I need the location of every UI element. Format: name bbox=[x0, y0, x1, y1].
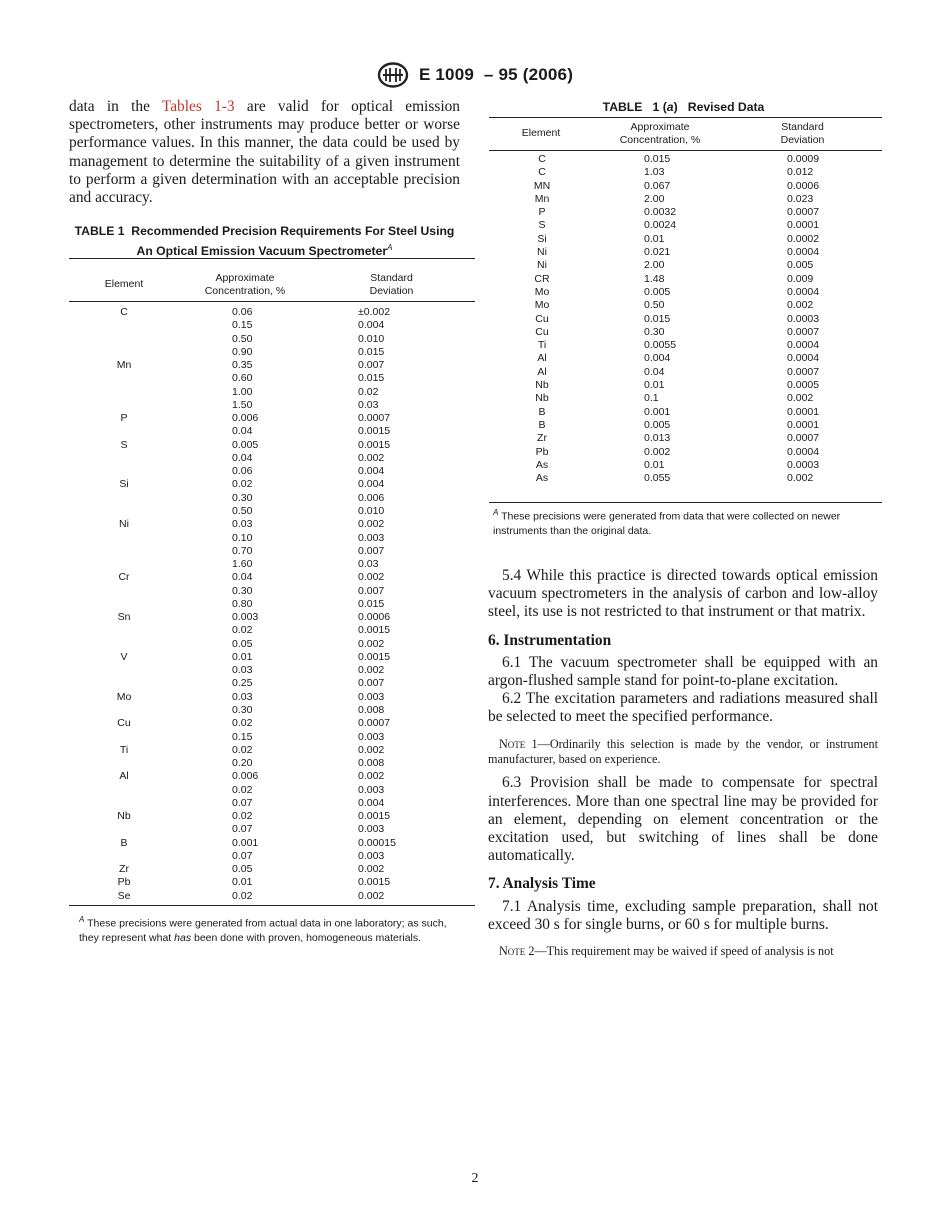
table1-bottom-rule bbox=[69, 905, 475, 906]
concentration-cell: 0.07 bbox=[232, 796, 253, 809]
concentration-cell: 0.50 bbox=[232, 332, 253, 345]
std-dev-cell: 0.007 bbox=[358, 359, 385, 372]
element-cell: Pb bbox=[117, 876, 131, 889]
std-dev-cell: 0.0006 bbox=[787, 179, 820, 192]
std-dev-cell: 0.010 bbox=[358, 504, 385, 517]
concentration-cell: 0.015 bbox=[644, 153, 671, 165]
concentration-cell: 0.10 bbox=[232, 531, 253, 544]
table-row bbox=[69, 651, 475, 664]
note-1: Note 1—Ordinarily this selection is made by the vendor, or instrument manufacturer, based on experience. bbox=[488, 736, 878, 767]
element-cell: Al bbox=[537, 365, 547, 378]
std-dev-cell: 0.002 bbox=[358, 518, 385, 531]
table-row bbox=[489, 459, 882, 472]
std-dev-cell: 0.0004 bbox=[787, 445, 820, 458]
concentration-cell: 0.1 bbox=[644, 392, 659, 405]
std-dev-cell: 0.0007 bbox=[787, 365, 820, 378]
concentration-cell: 0.006 bbox=[232, 412, 259, 425]
table-row bbox=[489, 379, 882, 392]
table-row bbox=[489, 432, 882, 445]
tables-link[interactable]: Tables 1-3 bbox=[161, 98, 235, 115]
std-dev-cell: 0.003 bbox=[358, 690, 385, 703]
concentration-cell: 0.01 bbox=[644, 379, 665, 392]
note-2: Note 2—This requirement may be waived if speed of analysis is not bbox=[499, 944, 834, 959]
table-row bbox=[489, 180, 882, 193]
table1-footnote: $^A$ These precisions were generated from actual data in one laboratory; as such, they represent what has been done with proven, homogeneous materials. bbox=[79, 915, 447, 944]
concentration-cell: 0.30 bbox=[232, 703, 253, 716]
std-dev-cell: 0.007 bbox=[358, 544, 385, 557]
paragraph-6-3: 6.3 Provision shall be made to compensate for spectral interferences. More than one spectral line may be provided for an element, depending on element concentration or the excitation used, but switching of lines shall be done automatically. bbox=[488, 774, 878, 865]
std-dev-cell: 0.0004 bbox=[787, 246, 820, 259]
std-dev-cell: 0.0007 bbox=[787, 206, 820, 219]
concentration-cell: 0.80 bbox=[232, 597, 253, 610]
concentration-cell: 0.70 bbox=[232, 544, 253, 557]
element-cell: Ni bbox=[537, 259, 547, 272]
std-dev-cell: 0.002 bbox=[358, 770, 385, 783]
astm-logo-icon bbox=[377, 62, 409, 88]
table-row bbox=[69, 890, 475, 903]
std-dev-cell: 0.0015 bbox=[358, 650, 391, 663]
concentration-cell: 0.60 bbox=[232, 372, 253, 385]
std-dev-cell: 0.0007 bbox=[787, 432, 820, 445]
element-cell: P bbox=[538, 206, 546, 219]
std-dev-cell: 0.007 bbox=[358, 677, 385, 690]
element-cell: B bbox=[120, 836, 128, 849]
paragraph-7-1: 7.1 Analysis time, excluding sample preparation, shall not exceed 30 s for single burns, or 60 s for multiple burns. bbox=[488, 897, 878, 933]
element-cell: S bbox=[538, 219, 546, 232]
table-row bbox=[69, 319, 475, 332]
concentration-cell: 1.03 bbox=[644, 166, 665, 179]
intro-section bbox=[69, 98, 460, 207]
concentration-cell: 0.02 bbox=[232, 478, 253, 491]
std-dev-cell: 0.004 bbox=[358, 478, 385, 491]
std-dev-cell: 0.0003 bbox=[787, 312, 820, 325]
section-6-heading: 6. Instrumentation bbox=[488, 631, 612, 649]
concentration-cell: 0.04 bbox=[644, 365, 665, 378]
concentration-cell: 0.02 bbox=[232, 810, 253, 823]
table-row bbox=[69, 611, 475, 624]
table-row bbox=[489, 246, 882, 259]
std-dev-cell: 0.005 bbox=[787, 259, 814, 272]
concentration-cell: 0.002 bbox=[644, 445, 671, 458]
table-row bbox=[489, 286, 882, 299]
std-dev-cell: 0.002 bbox=[358, 889, 385, 902]
std-dev-cell: 0.015 bbox=[358, 372, 385, 385]
std-dev-cell: 0.003 bbox=[358, 730, 385, 743]
table-row bbox=[69, 744, 475, 757]
std-dev-cell: 0.0015 bbox=[358, 425, 391, 438]
std-dev-cell: 0.0006 bbox=[358, 611, 391, 624]
table-row bbox=[69, 638, 475, 651]
concentration-cell: 0.90 bbox=[232, 345, 253, 358]
table1a-header-concentration: Approximate Concentration, % bbox=[619, 121, 701, 146]
element-cell: C bbox=[120, 306, 128, 318]
table-row bbox=[489, 392, 882, 405]
table-row bbox=[69, 399, 475, 412]
concentration-cell: 0.005 bbox=[644, 418, 671, 431]
std-dev-cell: 0.002 bbox=[358, 863, 385, 876]
table-row bbox=[69, 876, 475, 889]
std-dev-cell: 0.003 bbox=[358, 849, 385, 862]
std-dev-cell: 0.0003 bbox=[787, 458, 820, 471]
std-dev-cell: 0.008 bbox=[358, 757, 385, 770]
concentration-cell: 0.055 bbox=[644, 472, 671, 485]
element-cell: Mn bbox=[116, 359, 132, 372]
concentration-cell: 0.35 bbox=[232, 359, 253, 372]
table-row bbox=[69, 677, 475, 690]
element-cell: Mo bbox=[534, 299, 550, 312]
table-row bbox=[69, 717, 475, 730]
std-dev-cell: 0.004 bbox=[358, 319, 385, 332]
table-row bbox=[489, 166, 882, 179]
concentration-cell: 0.05 bbox=[232, 637, 253, 650]
table-row bbox=[489, 233, 882, 246]
table-row bbox=[489, 273, 882, 286]
table1a-header-element: Element bbox=[521, 127, 561, 139]
concentration-cell: 1.60 bbox=[232, 558, 253, 571]
std-dev-cell: 0.008 bbox=[358, 703, 385, 716]
concentration-cell: 0.01 bbox=[644, 232, 665, 245]
std-dev-cell: 0.0015 bbox=[358, 810, 391, 823]
std-dev-cell: 0.0001 bbox=[787, 405, 820, 418]
table-row bbox=[69, 624, 475, 637]
element-cell: Nb bbox=[117, 810, 131, 823]
std-dev-cell: 0.03 bbox=[358, 398, 379, 411]
table-row bbox=[69, 492, 475, 505]
concentration-cell: 0.07 bbox=[232, 849, 253, 862]
concentration-cell: 0.02 bbox=[232, 624, 253, 637]
element-cell: Ti bbox=[537, 339, 547, 352]
table-row bbox=[489, 259, 882, 272]
concentration-cell: 0.005 bbox=[644, 285, 671, 298]
document-header bbox=[0, 62, 950, 88]
table-row bbox=[69, 810, 475, 823]
concentration-cell: 0.0055 bbox=[644, 339, 677, 352]
table1a-caption: TABLE 1 (a) Revised Data bbox=[602, 100, 765, 114]
element-cell: MN bbox=[533, 179, 551, 192]
concentration-cell: 2.00 bbox=[644, 192, 665, 205]
table-row bbox=[69, 797, 475, 810]
concentration-cell: 1.00 bbox=[232, 385, 253, 398]
concentration-cell: 0.50 bbox=[232, 504, 253, 517]
table-row bbox=[69, 585, 475, 598]
concentration-cell: 0.50 bbox=[644, 299, 665, 312]
table-row bbox=[69, 837, 475, 850]
table1-header-std-dev: Standard Deviation bbox=[369, 272, 414, 297]
concentration-cell: 0.015 bbox=[644, 312, 671, 325]
element-cell: Sn bbox=[117, 611, 131, 624]
table-row bbox=[489, 313, 882, 326]
std-dev-cell: 0.010 bbox=[358, 332, 385, 345]
std-dev-cell: 0.002 bbox=[358, 451, 385, 464]
element-cell: Pb bbox=[535, 445, 549, 458]
std-dev-cell: 0.002 bbox=[787, 472, 814, 485]
concentration-cell: 1.48 bbox=[644, 272, 665, 285]
std-dev-cell: 0.004 bbox=[358, 465, 385, 478]
table-row bbox=[69, 372, 475, 385]
table1-body bbox=[69, 306, 475, 903]
table-row bbox=[69, 412, 475, 425]
element-cell: Nb bbox=[535, 392, 549, 405]
concentration-cell: 0.001 bbox=[644, 405, 671, 418]
table-row bbox=[69, 863, 475, 876]
element-cell: B bbox=[538, 418, 546, 431]
table-row bbox=[69, 704, 475, 717]
element-cell: Al bbox=[119, 770, 129, 783]
concentration-cell: 0.03 bbox=[232, 518, 253, 531]
std-dev-cell: 0.0009 bbox=[787, 153, 820, 165]
table-row bbox=[69, 558, 475, 571]
element-cell: Cu bbox=[535, 312, 549, 325]
concentration-cell: 0.003 bbox=[232, 611, 259, 624]
std-dev-cell: 0.0007 bbox=[358, 412, 391, 425]
table-row bbox=[69, 452, 475, 465]
concentration-cell: 2.00 bbox=[644, 259, 665, 272]
table-row bbox=[69, 505, 475, 518]
paragraph-5-4: 5.4 While this practice is directed towards optical emission vacuum spectrometers in the analysis of carbon and low-alloy steel, its use is not restricted to that instrument or that matrix. bbox=[488, 567, 878, 621]
concentration-cell: 0.04 bbox=[232, 425, 253, 438]
concentration-cell: 0.0032 bbox=[644, 206, 677, 219]
table-row bbox=[69, 850, 475, 863]
std-dev-cell: 0.002 bbox=[358, 743, 385, 756]
element-cell: Ni bbox=[537, 246, 547, 259]
concentration-cell: 0.06 bbox=[232, 465, 253, 478]
table1-top-rule bbox=[69, 258, 475, 259]
concentration-cell: 0.01 bbox=[644, 458, 665, 471]
table-row bbox=[69, 823, 475, 836]
table-row bbox=[69, 598, 475, 611]
table-row bbox=[69, 532, 475, 545]
table-row bbox=[69, 359, 475, 372]
table1a-bottom-rule bbox=[489, 502, 882, 503]
table-row bbox=[489, 406, 882, 419]
table-row bbox=[489, 193, 882, 206]
concentration-cell: 0.006 bbox=[232, 770, 259, 783]
std-dev-cell: 0.006 bbox=[358, 491, 385, 504]
std-dev-cell: 0.0005 bbox=[787, 379, 820, 392]
element-cell: CR bbox=[534, 272, 550, 285]
table-row bbox=[69, 731, 475, 744]
std-dev-cell: 0.015 bbox=[358, 597, 385, 610]
element-cell: Ti bbox=[119, 743, 129, 756]
table-row bbox=[69, 784, 475, 797]
element-cell: Ni bbox=[119, 518, 129, 531]
std-dev-cell: 0.0002 bbox=[787, 232, 820, 245]
concentration-cell: 0.01 bbox=[232, 650, 253, 663]
table-row bbox=[69, 333, 475, 346]
concentration-cell: 0.05 bbox=[232, 863, 253, 876]
element-cell: C bbox=[538, 166, 546, 179]
std-dev-cell: 0.0001 bbox=[787, 219, 820, 232]
table1a-body bbox=[489, 153, 882, 485]
std-dev-cell: 0.02 bbox=[358, 385, 379, 398]
element-cell: Zr bbox=[119, 863, 129, 876]
std-dev-cell: 0.012 bbox=[787, 166, 814, 179]
std-dev-cell: 0.0004 bbox=[787, 339, 820, 352]
concentration-cell: 0.30 bbox=[644, 325, 665, 338]
element-cell: Cr bbox=[118, 571, 130, 584]
std-dev-cell: 0.015 bbox=[358, 345, 385, 358]
table1-header-element: Element bbox=[104, 278, 144, 290]
element-cell: Si bbox=[537, 232, 547, 245]
paragraph-6-1: 6.1 The vacuum spectrometer shall be equipped with an argon-flushed sample stand for point-to-plane excitation. bbox=[488, 653, 878, 690]
concentration-cell: 0.067 bbox=[644, 179, 671, 192]
element-cell: As bbox=[535, 472, 549, 485]
concentration-cell: 0.07 bbox=[232, 823, 253, 836]
table-row bbox=[489, 366, 882, 379]
element-cell: Cu bbox=[535, 325, 549, 338]
std-dev-cell: 0.002 bbox=[358, 637, 385, 650]
std-dev-cell: 0.002 bbox=[358, 571, 385, 584]
std-dev-cell: 0.0001 bbox=[787, 418, 820, 431]
concentration-cell: 0.02 bbox=[232, 743, 253, 756]
table-row bbox=[489, 299, 882, 312]
concentration-cell: 0.20 bbox=[232, 757, 253, 770]
concentration-cell: 0.01 bbox=[232, 876, 253, 889]
table-row bbox=[489, 352, 882, 365]
table-row bbox=[69, 545, 475, 558]
element-cell: C bbox=[538, 153, 546, 165]
concentration-cell: 0.02 bbox=[232, 889, 253, 902]
section-7-heading: 7. Analysis Time bbox=[488, 875, 596, 893]
concentration-cell: 0.02 bbox=[232, 717, 253, 730]
concentration-cell: 0.15 bbox=[232, 730, 253, 743]
std-dev-cell: 0.004 bbox=[358, 796, 385, 809]
element-cell: Cu bbox=[117, 717, 131, 730]
table-row bbox=[489, 419, 882, 432]
table-row bbox=[69, 757, 475, 770]
std-dev-cell: 0.0004 bbox=[787, 285, 820, 298]
std-dev-cell: 0.03 bbox=[358, 558, 379, 571]
table-row bbox=[489, 472, 882, 485]
concentration-cell: 1.50 bbox=[232, 398, 253, 411]
paragraph-6-2: 6.2 The excitation parameters and radiations measured shall be selected to meet the specified performance. bbox=[488, 690, 878, 726]
std-dev-cell: 0.0015 bbox=[358, 876, 391, 889]
table-row bbox=[69, 518, 475, 531]
table-row bbox=[69, 306, 475, 319]
concentration-cell: 0.004 bbox=[644, 352, 671, 365]
table1a-top-rule bbox=[489, 117, 882, 118]
concentration-cell: 0.30 bbox=[232, 491, 253, 504]
table-row bbox=[69, 386, 475, 399]
table1a-header-std-dev: Standard Deviation bbox=[780, 121, 825, 146]
element-cell: B bbox=[538, 405, 546, 418]
std-dev-cell: 0.003 bbox=[358, 823, 385, 836]
std-dev-cell: 0.0015 bbox=[358, 438, 391, 451]
std-dev-cell: 0.0007 bbox=[787, 325, 820, 338]
concentration-cell: 0.013 bbox=[644, 432, 671, 445]
element-cell: Zr bbox=[537, 432, 547, 445]
page-number: 2 bbox=[471, 1171, 479, 1186]
element-cell: V bbox=[120, 650, 128, 663]
element-cell: Mn bbox=[534, 192, 550, 205]
table-row bbox=[489, 219, 882, 232]
element-cell: Mo bbox=[116, 690, 132, 703]
table-row bbox=[69, 439, 475, 452]
table-row bbox=[489, 446, 882, 459]
table-row bbox=[489, 326, 882, 339]
concentration-cell: 0.001 bbox=[232, 836, 259, 849]
table-row bbox=[489, 206, 882, 219]
concentration-cell: 0.04 bbox=[232, 571, 253, 584]
table-row bbox=[489, 339, 882, 352]
table1-caption: TABLE 1 Recommended Precision Requirements For Steel Using An Optical Emission Vacuum Spectrometer$^A$ bbox=[74, 224, 455, 258]
concentration-cell: 0.30 bbox=[232, 584, 253, 597]
std-dev-cell: ±0.002 bbox=[358, 306, 391, 318]
element-cell: Se bbox=[117, 889, 131, 902]
table-row bbox=[69, 478, 475, 491]
concentration-cell: 0.25 bbox=[232, 677, 253, 690]
std-dev-cell: 0.0015 bbox=[358, 624, 391, 637]
concentration-cell: 0.02 bbox=[232, 783, 253, 796]
element-cell: S bbox=[120, 438, 128, 451]
table-row bbox=[69, 425, 475, 438]
concentration-cell: 0.005 bbox=[232, 438, 259, 451]
std-dev-cell: 0.002 bbox=[787, 392, 814, 405]
concentration-cell: 0.021 bbox=[644, 246, 671, 259]
table1-header-concentration: Approximate Concentration, % bbox=[204, 272, 286, 297]
concentration-cell: 0.15 bbox=[232, 319, 253, 332]
std-dev-cell: 0.003 bbox=[358, 531, 385, 544]
element-cell: P bbox=[120, 412, 128, 425]
table-row bbox=[69, 770, 475, 783]
element-cell: Al bbox=[537, 352, 547, 365]
concentration-cell: 0.03 bbox=[232, 690, 253, 703]
table1-header-rule bbox=[69, 301, 475, 302]
concentration-cell: 0.06 bbox=[232, 306, 253, 318]
concentration-cell: 0.0024 bbox=[644, 219, 677, 232]
std-dev-cell: 0.002 bbox=[358, 664, 385, 677]
element-cell: Nb bbox=[535, 379, 549, 392]
table-row bbox=[69, 571, 475, 584]
concentration-cell: 0.03 bbox=[232, 664, 253, 677]
std-dev-cell: 0.0007 bbox=[358, 717, 391, 730]
element-cell: As bbox=[535, 458, 549, 471]
table-row bbox=[69, 346, 475, 359]
table-row bbox=[69, 465, 475, 478]
std-dev-cell: 0.003 bbox=[358, 783, 385, 796]
table-row bbox=[489, 153, 882, 166]
element-cell: Si bbox=[119, 478, 129, 491]
element-cell: Mo bbox=[534, 285, 550, 298]
std-dev-cell: 0.00015 bbox=[358, 836, 396, 849]
std-dev-cell: 0.0004 bbox=[787, 352, 820, 365]
std-dev-cell: 0.009 bbox=[787, 272, 814, 285]
table1a-footnote: $^A$ These precisions were generated from data that were collected on newer instruments than the original data. bbox=[493, 508, 841, 537]
table-row bbox=[69, 691, 475, 704]
std-dev-cell: 0.023 bbox=[787, 192, 814, 205]
right-column-text bbox=[488, 567, 878, 959]
intro-paragraph: data in the Tables 1-3 are valid for optical emission spectrometers, other instruments may produce better or worse performance values. In this manner, the data could be used by management to determine the suitability of a given instrument to perform a given determination with an acceptable precision and accuracy. bbox=[69, 98, 460, 207]
concentration-cell: 0.04 bbox=[232, 451, 253, 464]
table-row bbox=[69, 664, 475, 677]
std-dev-cell: 0.002 bbox=[787, 299, 814, 312]
document-designation: E 1009 – 95 (2006) bbox=[418, 65, 574, 84]
std-dev-cell: 0.007 bbox=[358, 584, 385, 597]
table1a-header-rule bbox=[489, 150, 882, 151]
